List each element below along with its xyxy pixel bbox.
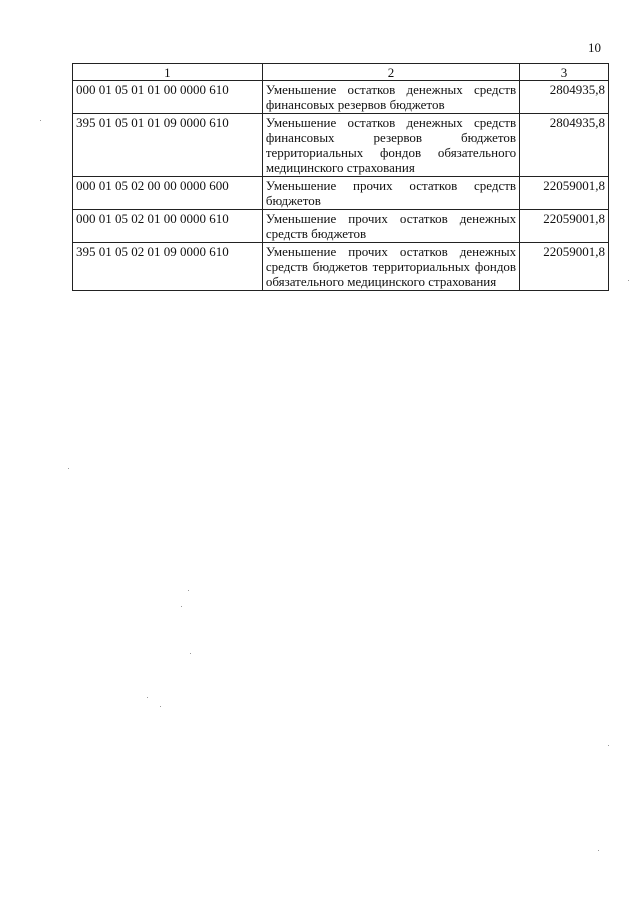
budget-code-cell: 000 01 05 01 01 00 0000 610 [73,81,263,114]
table-row [73,177,609,210]
table-row [73,114,609,177]
table-row [73,243,609,291]
budget-code-cell: 395 01 05 02 01 09 0000 610 [73,243,263,291]
amount-cell: 2804935,8 [520,81,609,114]
column-header-2: 2 [262,64,519,81]
budget-code-cell: 395 01 05 01 01 09 0000 610 [73,114,263,177]
table-row [73,81,609,114]
budget-code-cell: 000 01 05 02 00 00 0000 600 [73,177,263,210]
scan-speck [40,120,41,121]
scan-speck [598,850,599,851]
column-header-3: 3 [520,64,609,81]
amount-cell: 22059001,8 [520,210,609,243]
scan-speck [188,590,189,591]
scan-speck [608,745,609,746]
table-header-row [73,64,609,81]
table-row [73,210,609,243]
scan-speck [628,280,629,281]
description-cell: Уменьшение остатков денежных средств финансовых резервов бюджетов [262,81,519,114]
amount-cell: 2804935,8 [520,114,609,177]
budget-code-cell: 000 01 05 02 01 00 0000 610 [73,210,263,243]
scan-speck [147,697,148,698]
scan-speck [190,653,191,654]
amount-cell: 22059001,8 [520,243,609,291]
scan-speck [160,706,161,707]
scan-speck [181,606,182,607]
description-cell: Уменьшение остатков денежных средств финансовых резервов бюджетов территориальных фондов обязательного медицинского страхования [262,114,519,177]
scan-speck [68,468,69,469]
description-cell: Уменьшение прочих остатков средств бюджетов [262,177,519,210]
page-number: 10 [588,40,601,55]
description-cell: Уменьшение прочих остатков денежных средств бюджетов территориальных фондов обязательного медицинского страхования [262,243,519,291]
column-header-1: 1 [73,64,263,81]
amount-cell: 22059001,8 [520,177,609,210]
description-cell: Уменьшение прочих остатков денежных средств бюджетов [262,210,519,243]
budget-table [72,63,609,291]
